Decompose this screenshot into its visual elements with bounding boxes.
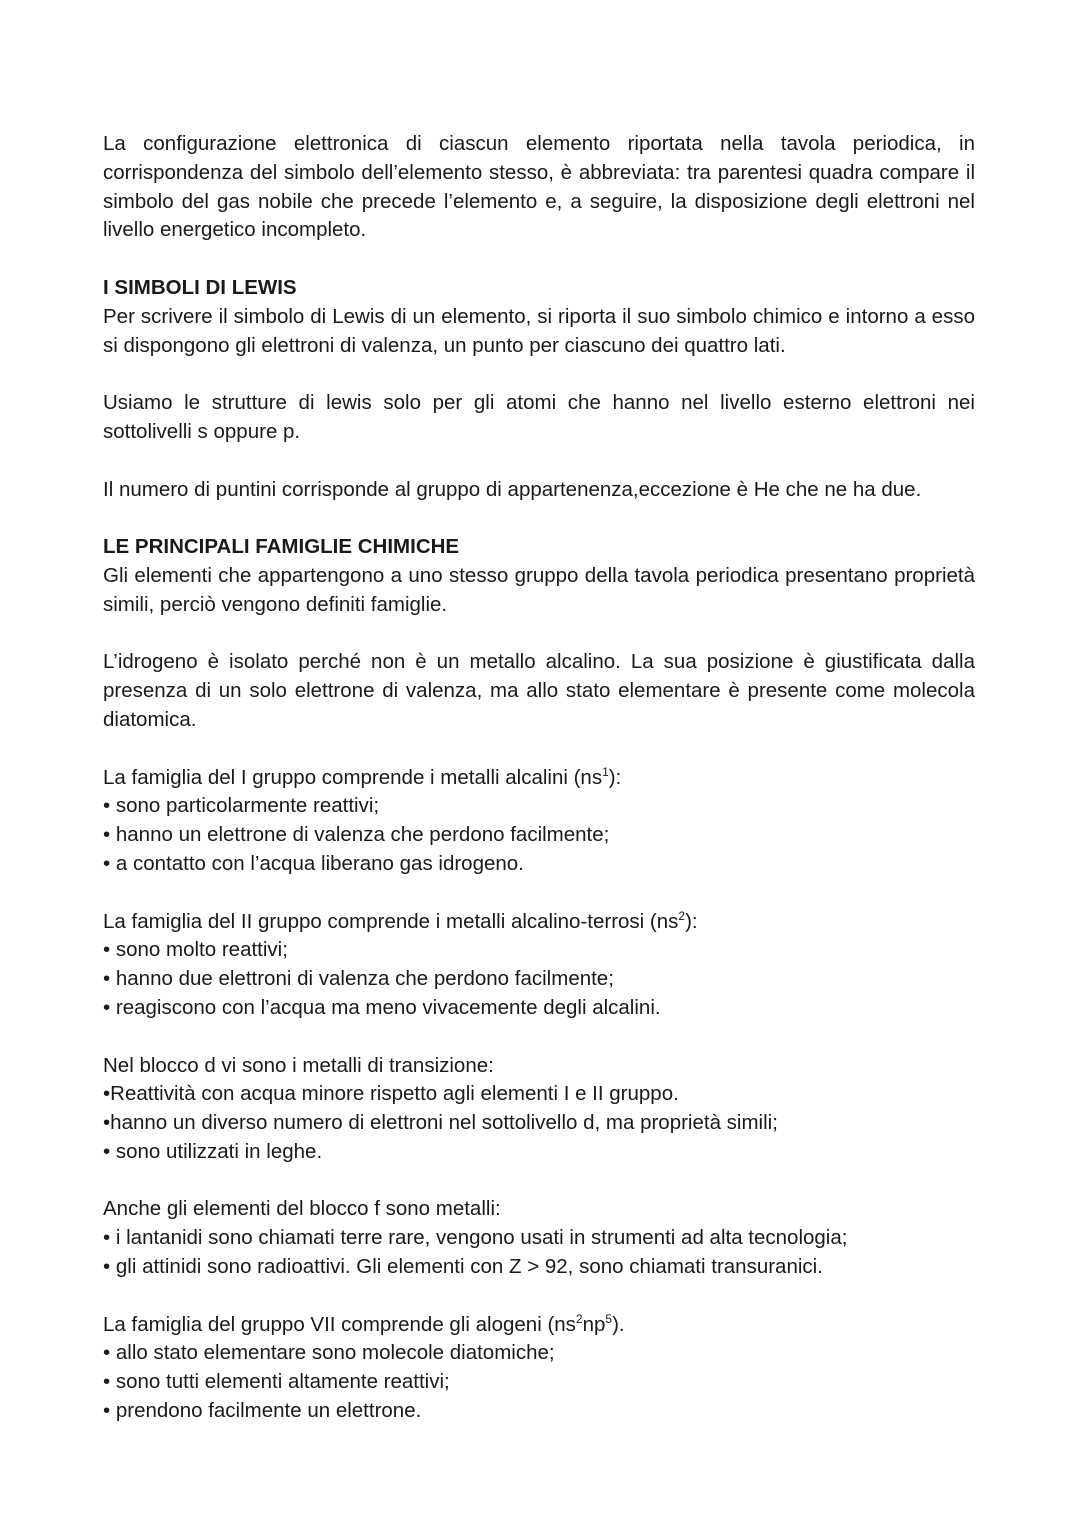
- lewis-paragraph-1: Per scrivere il simbolo di Lewis di un elemento, si riporta il suo simbolo chimico e intorno a esso si dispongono gli elettroni di valenza, un punto per ciascuno dei quattro lati.: [103, 304, 975, 357]
- group2-intro-end: ):: [685, 909, 698, 933]
- lewis-paragraph-3: Il numero di puntini corrisponde al gruppo di appartenenza,eccezione è He che ne ha due.: [103, 477, 922, 501]
- spacer: [103, 735, 975, 764]
- group7-superscript-2: 5: [605, 1311, 613, 1326]
- group1-bullet: • hanno un elettrone di valenza che perdono facilmente;: [103, 823, 610, 847]
- block-d-bullet: •Reattività con acqua minore rispetto agli elementi I e II gruppo.: [103, 1082, 679, 1106]
- group7-bullet: • sono tutti elementi altamente reattivi;: [103, 1370, 450, 1394]
- group1-bullet: • a contatto con l’acqua liberano gas idrogeno.: [103, 851, 524, 875]
- block-f-bullet: • gli attinidi sono radioattivi. Gli elementi con Z > 92, sono chiamati transuranici.: [103, 1255, 823, 1279]
- group1-bullet: • sono particolarmente reattivi;: [103, 794, 380, 818]
- group7-intro-end: ).: [612, 1312, 625, 1336]
- spacer: [103, 1282, 975, 1311]
- block-d-intro: Nel blocco d vi sono i metalli di transizione:: [103, 1053, 494, 1077]
- group2-intro-text: La famiglia del II gruppo comprende i metalli alcalino-terrosi (ns: [103, 909, 679, 933]
- group7-bullet: • prendono facilmente un elettrone.: [103, 1399, 422, 1423]
- group2-bullet: • sono molto reattivi;: [103, 938, 288, 962]
- spacer: [103, 1023, 975, 1052]
- families-paragraph-hydrogen: L’idrogeno è isolato perché non è un metallo alcalino. La sua posizione è giustificata dalla presenza di un solo elettrone di valenza, ma allo stato elementare è presente come molecola diatomica.: [103, 650, 975, 731]
- block-d-bullet: • sono utilizzati in leghe.: [103, 1139, 323, 1163]
- group7-intro-mid: np: [582, 1312, 606, 1336]
- group7-intro-text: La famiglia del gruppo VII comprende gli alogeni (ns: [103, 1312, 576, 1336]
- group7-superscript-1: 2: [575, 1311, 583, 1326]
- group1-intro: [103, 764, 975, 793]
- families-paragraph-1: Gli elementi che appartengono a uno stesso gruppo della tavola periodica presentano proprietà simili, perciò vengono definiti famiglie.: [103, 563, 975, 616]
- block-f-bullet: • i lantanidi sono chiamati terre rare, vengono usati in strumenti ad alta tecnologia;: [103, 1226, 848, 1250]
- spacer: [103, 620, 975, 649]
- group1-superscript: 1: [602, 764, 609, 779]
- group2-bullet: • reagiscono con l’acqua ma meno vivacemente degli alcalini.: [103, 995, 661, 1019]
- intro-paragraph: La configurazione elettronica di ciascun elemento riportata nella tavola periodica, in corrispondenza del simbolo dell’elemento stesso, è abbreviata: tra parentesi quadra compare il simbolo del gas nobile che precede l’elemento e, a seguire, la disposizione degli elettroni nel livello energetico incompleto.: [103, 132, 975, 242]
- spacer: [103, 1167, 975, 1196]
- group7-bullet: • allo stato elementare sono molecole diatomiche;: [103, 1341, 555, 1365]
- group2-bullet: • hanno due elettroni di valenza che perdono facilmente;: [103, 967, 614, 991]
- document-page: [103, 130, 975, 1426]
- spacer: [103, 245, 975, 274]
- spacer: [103, 447, 975, 476]
- group7-intro: [103, 1311, 975, 1340]
- lewis-paragraph-2: Usiamo le strutture di lewis solo per gli atomi che hanno nel livello esterno elettroni nei sottolivelli s oppure p.: [103, 391, 975, 443]
- section-heading-families: LE PRINCIPALI FAMIGLIE CHIMICHE: [103, 535, 460, 559]
- spacer: [103, 504, 975, 533]
- block-f-intro: Anche gli elementi del blocco f sono metalli:: [103, 1197, 501, 1221]
- group2-superscript: 2: [678, 908, 686, 923]
- group2-intro: [103, 908, 975, 937]
- spacer: [103, 360, 975, 389]
- section-heading-lewis: I SIMBOLI DI LEWIS: [103, 275, 297, 299]
- group1-intro-text: La famiglia del I gruppo comprende i metalli alcalini (ns: [103, 765, 603, 789]
- group1-intro-end: ):: [608, 765, 622, 789]
- block-d-bullet: •hanno un diverso numero di elettroni nel sottolivello d, ma proprietà simili;: [103, 1111, 778, 1135]
- spacer: [103, 879, 975, 908]
